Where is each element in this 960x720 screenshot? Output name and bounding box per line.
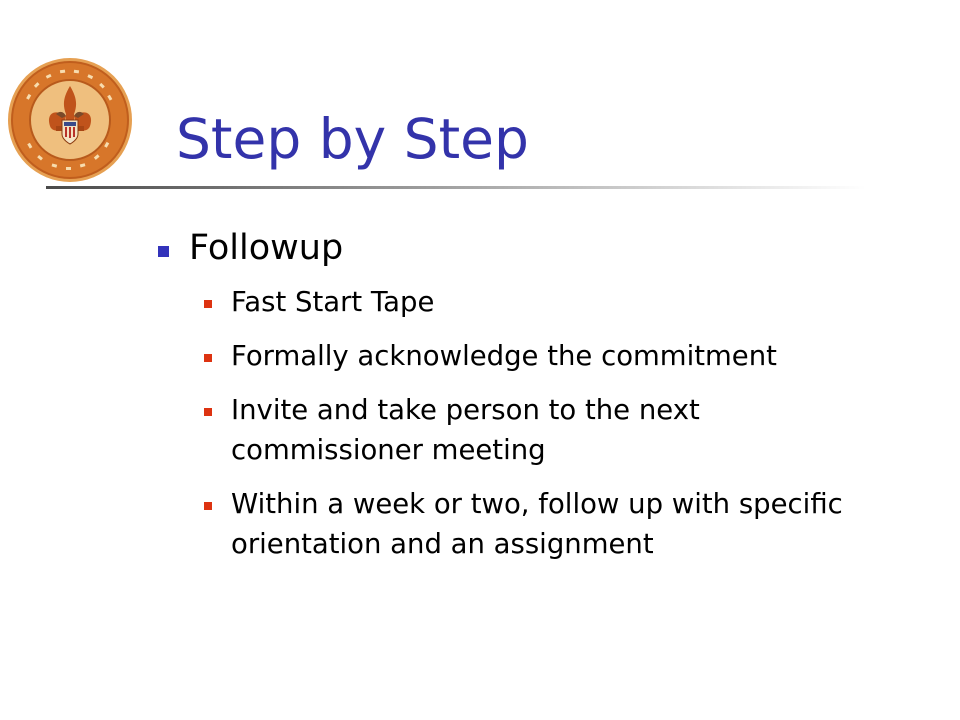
square-bullet-icon: [204, 502, 212, 510]
sub-bullet-text: Formally acknowledge the commitment: [231, 340, 777, 372]
slide-title: Step by Step: [176, 107, 529, 171]
list-item: [204, 336, 904, 376]
list-item: [158, 222, 878, 274]
list-item: [204, 282, 904, 322]
list-item: [204, 390, 904, 470]
square-bullet-icon: [204, 408, 212, 416]
bullet-list: [158, 222, 878, 274]
square-bullet-icon: [204, 354, 212, 362]
bullet-text: Followup: [189, 228, 344, 268]
commissioner-emblem-icon: [6, 56, 134, 184]
square-bullet-icon: [204, 300, 212, 308]
sub-bullet-text: Within a week or two, follow up with specific orientation and an assignment: [231, 488, 843, 560]
square-bullet-icon: [158, 246, 169, 257]
list-item: [204, 484, 904, 564]
sub-bullet-text: Fast Start Tape: [231, 286, 435, 318]
sub-bullet-list: [204, 282, 904, 578]
title-divider: [46, 186, 866, 189]
sub-bullet-text: Invite and take person to the next commissioner meeting: [231, 394, 700, 466]
